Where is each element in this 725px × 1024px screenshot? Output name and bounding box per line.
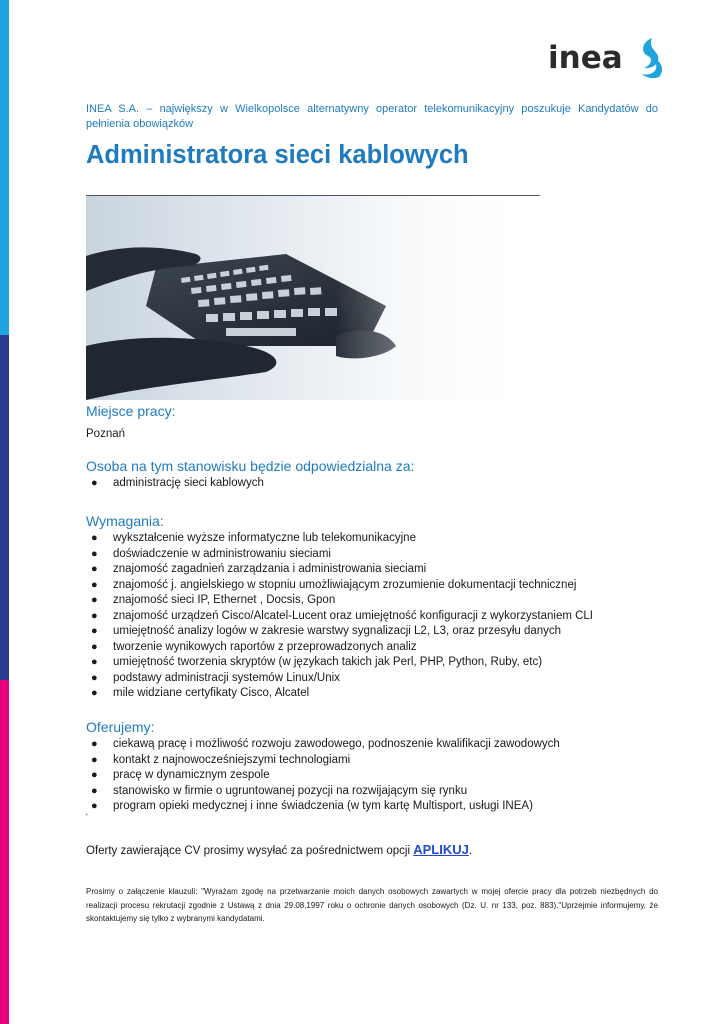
keyboard-hands-photo: [86, 195, 540, 400]
inea-logo: [548, 36, 672, 82]
bullet-dot-icon: ●: [91, 477, 98, 489]
list-item-text: ciekawą pracę i możliwość rozwoju zawodowego, podnoszenie kwalifikacji zawodowych: [113, 738, 560, 750]
bullet-dot-icon: ●: [91, 532, 98, 544]
responsibilities-heading: Osoba na tym stanowisku będzie odpowiedzialna za:: [86, 458, 415, 474]
apply-link[interactable]: APLIKUJ: [413, 842, 469, 857]
gdpr-clause: Prosimy o załączenie klauzuli: "Wyrażam zgodę na przetwarzanie moich danych osobowych zawartych w mojej ofercie pracy dla potrzeb niezbędnych do realizacji procesu rekrutacji zgodnie z Ustawą z dnia 29.08.1997 roku o ochronie danych osobowych (Dz. U. nr 133, poz. 883)."Uprzejmie informujemy, że skontaktujemy się tylko z wybranymi kandydatami.: [86, 887, 658, 923]
bullet-dot-icon: ●: [91, 800, 98, 812]
apply-instructions: [86, 842, 472, 857]
bullet-dot-icon: ●: [91, 656, 98, 668]
list-item-text: znajomość urządzeń Cisco/Alcatel-Lucent oraz umiejętność konfiguracji z wykorzystaniem CLI: [113, 609, 594, 622]
brand-bar-middle: [0, 335, 9, 680]
brand-bar-bottom: [0, 680, 9, 1024]
list-item: [86, 753, 686, 769]
list-item: [86, 784, 686, 800]
list-item-text: stanowisko w firmie o ugruntowanej pozycji na rozwijającym się rynku: [113, 784, 468, 797]
list-item-text: mile widziane certyfikaty Cisco, Alcatel: [113, 687, 310, 699]
list-item: [86, 799, 686, 815]
bullet-dot-icon: ●: [91, 625, 98, 637]
bullet-dot-icon: ●: [91, 687, 98, 699]
offer-list: [86, 737, 686, 815]
list-item-text: wykształcenie wyższe informatyczne lub telekomunikacyjne: [113, 532, 416, 544]
bullet-dot-icon: ●: [91, 753, 98, 766]
list-item-text: program opieki medycznej i inne świadczenia (w tym kartę Multisport, usługi INEA): [113, 800, 533, 812]
list-item-text: znajomość j. angielskiego w stopniu umożliwiającym zrozumienie dokumentacji technicznej: [113, 578, 577, 591]
apply-text-end: .: [468, 845, 473, 857]
bullet-dot-icon: ●: [91, 769, 98, 781]
bullet-dot-icon: ●: [91, 563, 98, 575]
bullet-dot-icon: ●: [91, 609, 98, 622]
list-item: [86, 562, 686, 578]
list-item-text: umiejętność tworzenia skryptów (w językach takich jak Perl, PHP, Python, Ruby, etc): [113, 656, 543, 668]
list-item: [86, 593, 686, 609]
responsibilities-list: [86, 476, 686, 492]
list-item-text: tworzenie wynikowych raportów z przeprowadzonych analiz: [113, 640, 417, 653]
keyboard-illustration: [86, 196, 540, 400]
list-item-text: kontakt z najnowocześniejszymi technologiami: [113, 753, 351, 766]
list-item: [86, 640, 686, 656]
list-item: [86, 476, 686, 492]
company-intro: INEA S.A. – największy w Wielkopolsce alternatywny operator telekomunikacyjny poszukuje Kandydatów do pełnienia obowiązków: [86, 103, 658, 130]
requirements-list: [86, 531, 686, 702]
inea-swirl-icon: [634, 36, 670, 80]
bullet-dot-icon: ●: [91, 640, 98, 653]
logo-wordmark: inea: [548, 40, 623, 76]
list-item-text: podstawy administracji systemów Linux/Unix: [113, 671, 340, 684]
brand-bar-top: [0, 0, 9, 335]
list-item: [86, 655, 686, 671]
list-item: [86, 547, 686, 563]
list-item: [86, 768, 686, 784]
bullet-dot-icon: ●: [91, 594, 98, 606]
list-item: [86, 737, 686, 753]
list-item-text: znajomość zagadnień zarządzania i administrowania sieciami: [113, 563, 427, 575]
location-value: Poznań: [86, 428, 126, 440]
bullet-dot-icon: ●: [91, 547, 98, 560]
list-item: [86, 671, 686, 687]
stray-mark: ': [86, 812, 88, 822]
list-item-text: pracę w dynamicznym zespole: [113, 769, 270, 781]
bullet-dot-icon: ●: [91, 671, 98, 684]
offer-heading: Oferujemy:: [86, 719, 155, 735]
list-item-text: doświadczenie w administrowaniu sieciami: [113, 547, 331, 560]
list-item: [86, 686, 686, 702]
list-item: [86, 578, 686, 594]
list-item: [86, 531, 686, 547]
list-item: [86, 624, 686, 640]
requirements-heading: Wymagania:: [86, 513, 164, 529]
list-item: [86, 609, 686, 625]
location-heading: Miejsce pracy:: [86, 403, 176, 419]
apply-text: Oferty zawierające CV prosimy wysyłać za pośrednictwem opcji: [86, 845, 414, 857]
list-item-text: znajomość sieci IP, Ethernet , Docsis, Gpon: [113, 594, 336, 606]
list-item-text: administrację sieci kablowych: [113, 477, 264, 489]
list-item-text: umiejętność analizy logów w zakresie warstwy sygnalizacji L2, L3, oraz przesyłu danych: [113, 625, 562, 637]
bullet-dot-icon: ●: [91, 738, 98, 750]
job-title: Administratora sieci kablowych: [86, 141, 469, 169]
bullet-dot-icon: ●: [91, 784, 98, 797]
bullet-dot-icon: ●: [91, 578, 98, 591]
